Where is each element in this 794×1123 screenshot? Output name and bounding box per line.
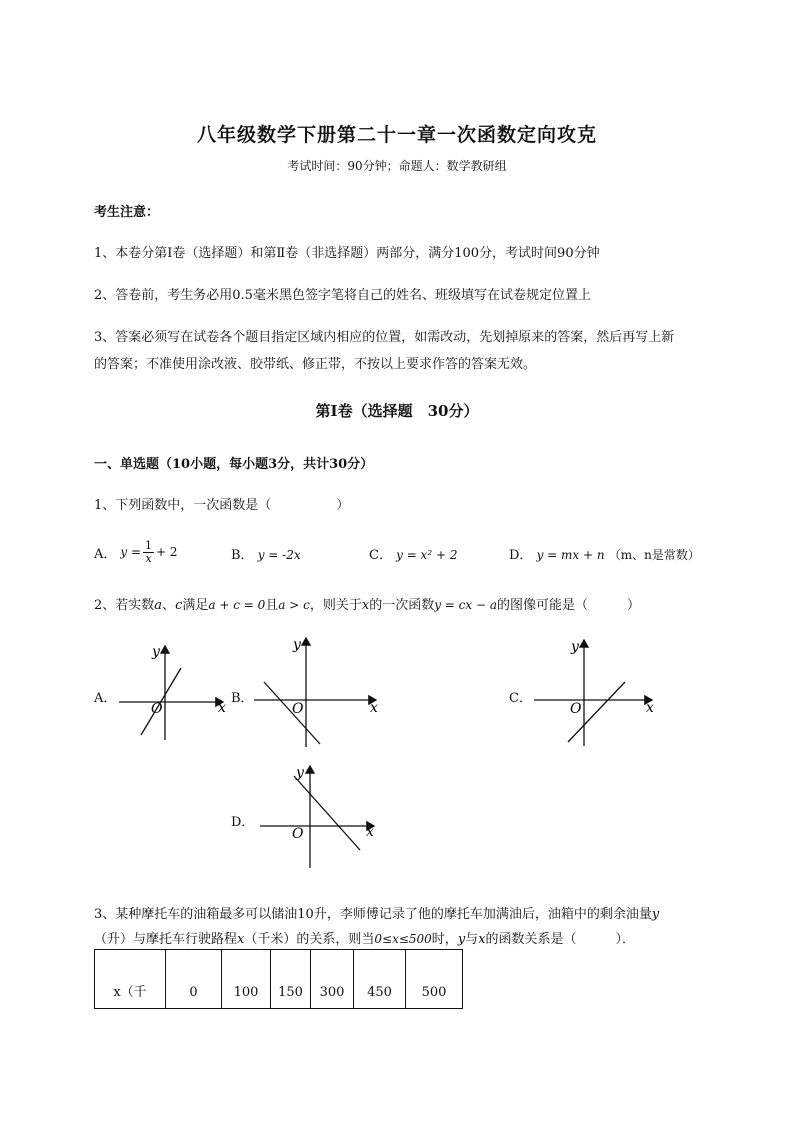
y-label: y <box>296 765 304 781</box>
q2-option-d-graph <box>256 760 381 870</box>
notice-item-3: 3、答案必须写在试卷各个题目指定区域内相应的位置，如需改动，先划掉原来的答案，然后再写上新 <box>94 330 675 345</box>
table-row <box>95 950 463 1009</box>
table-cell: 300 <box>311 950 354 1009</box>
q1-option-a <box>94 537 178 567</box>
y-label: y <box>571 639 579 655</box>
x-label: x <box>646 700 654 716</box>
origin-label: O <box>151 701 163 717</box>
q3-line1-text: 3、某种摩托车的油箱最多可以储油10升，李师傅记录了他的摩托车加满油后，油箱中的剩余油量 <box>94 907 652 922</box>
q3-line2-p3: 时， <box>431 932 458 947</box>
q3-line2-p4: 与 <box>465 932 479 947</box>
q2-cond-1: a + c = 0 <box>208 598 266 612</box>
q2-stem <box>94 594 640 613</box>
q2-stem-p3: 满足 <box>182 598 209 613</box>
section-title: 第I卷（选择题 30分） <box>315 402 479 420</box>
origin-label: O <box>292 701 304 717</box>
q2-stem-p1: 2、若实数 <box>94 598 155 613</box>
q3-stem-line-2 <box>94 928 635 947</box>
notice-item-2: 2、答卷前，考生务必用0.5毫米黑色签字笔将自己的姓名、班级填写在试卷规定位置上 <box>94 288 591 303</box>
q2-stem-p4: 且 <box>265 598 279 613</box>
q3-data-table <box>94 949 463 1009</box>
q2-stem-p2: 、 <box>162 598 176 613</box>
q2-function: y = cx − a <box>434 598 497 612</box>
q1-option-c <box>369 544 457 563</box>
q2-var-c: c <box>175 598 183 613</box>
origin-label: O <box>570 701 582 717</box>
table-cell: 450 <box>354 950 406 1009</box>
q3-line2-range: 0≤x≤500 <box>374 932 432 946</box>
q3-line2-p2: （千米）的关系，则当 <box>244 932 375 947</box>
q1-a-denominator: x <box>145 551 152 565</box>
origin-label: O <box>292 826 304 842</box>
page-title: 八年级数学下册第二十一章一次函数定向攻克 <box>196 124 597 146</box>
q2-cond-2: a > c <box>278 598 310 612</box>
q3-line2-x: x <box>237 932 245 947</box>
y-label: y <box>152 644 160 660</box>
q3-line1-y: y <box>651 907 660 922</box>
q1-option-b <box>231 544 301 563</box>
q1-b-math: y = -2x <box>257 548 301 562</box>
q2-option-c-label: C． <box>509 691 532 706</box>
q1-a-fraction <box>143 540 154 565</box>
q1-d-label: D． <box>509 548 533 563</box>
exam-subtitle: 考试时间：90分钟；命题人：数学教研组 <box>287 159 507 173</box>
table-cell: 100 <box>222 950 271 1009</box>
part-heading: 一、单选题（10小题，每小题3分，共计30分） <box>94 457 374 472</box>
notice-item-3-cont: 的答案；不准使用涂改液、胶带纸、修正带，不按以上要求作答的答案无效。 <box>94 357 537 372</box>
q2-stem-p6: 的一次函数 <box>369 598 435 613</box>
q2-stem-p7: 的图像可能是（ ） <box>497 598 641 613</box>
table-cell: 150 <box>271 950 311 1009</box>
q1-b-label: B． <box>231 548 254 563</box>
table-cell: 500 <box>406 950 463 1009</box>
table-header-cell: x（千 <box>95 950 166 1009</box>
q3-line2-p1: （升）与摩托车行驶路程 <box>94 932 238 947</box>
x-label: x <box>366 824 374 840</box>
x-label: x <box>218 700 226 716</box>
q1-c-math: y = x² + 2 <box>396 548 458 562</box>
q3-line2-x2: x <box>478 932 486 947</box>
q1-option-d <box>509 544 700 563</box>
notice-heading: 考生注意： <box>94 205 160 220</box>
q2-option-b-label: B． <box>231 691 254 706</box>
q1-c-label: C． <box>369 548 392 563</box>
q3-stem-line-1 <box>94 903 659 922</box>
q1-a-label: A． <box>94 546 117 562</box>
q3-line2-y: y <box>457 932 466 947</box>
q1-d-math: y = mx + n <box>536 548 605 562</box>
x-label: x <box>370 700 378 716</box>
table-cell: 0 <box>166 950 222 1009</box>
q2-stem-p5: ，则关于 <box>309 598 362 613</box>
notice-item-1: 1、本卷分第I卷（选择题）和第Ⅱ卷（非选择题）两部分，满分100分，考试时间90分钟 <box>94 246 600 261</box>
q3-line2-p5: 的函数关系是（ ）． <box>485 932 636 947</box>
q1-stem: 1、下列函数中，一次函数是（ ） <box>94 498 350 513</box>
function-line <box>294 776 360 850</box>
q2-option-d-label: D． <box>231 815 255 830</box>
y-label: y <box>293 637 301 653</box>
q2-var-a: a <box>154 598 163 613</box>
q1-a-math-pre: y = <box>120 545 142 559</box>
q1-d-note: （m、n是常数） <box>608 548 700 562</box>
q2-option-c-graph <box>530 634 660 749</box>
q1-a-numerator: 1 <box>145 538 153 552</box>
q1-a-math-post: + 2 <box>156 545 178 559</box>
q2-option-b-graph <box>250 632 385 752</box>
q2-var-x: x <box>361 598 370 613</box>
q2-option-a-graph <box>115 640 235 745</box>
q2-option-a-label: A． <box>94 691 117 706</box>
